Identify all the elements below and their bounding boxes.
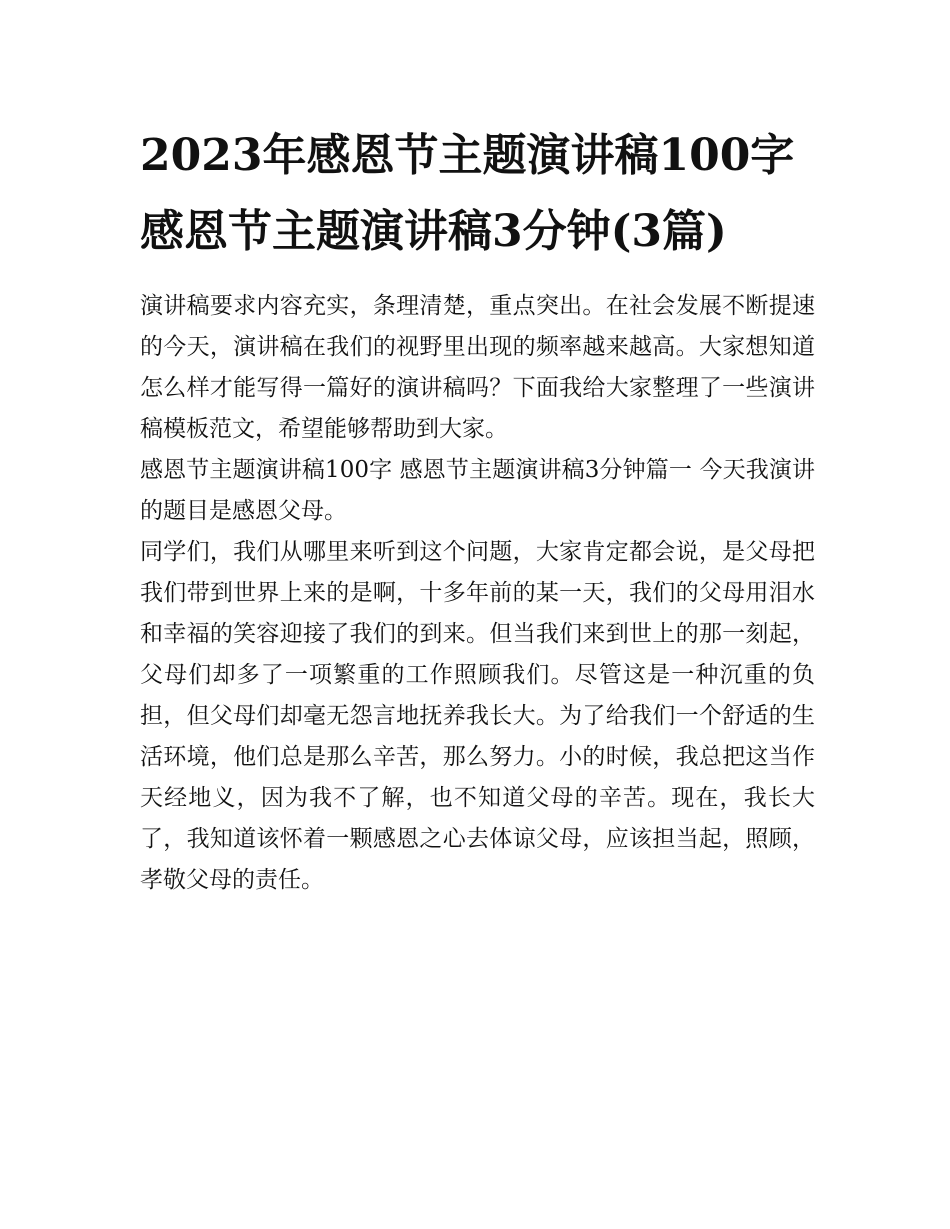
paragraph-speech-heading: 感恩节主题演讲稿100字 感恩节主题演讲稿3分钟篇一 今天我演讲的题目是感恩父母。 <box>140 457 815 524</box>
document-title: 2023年感恩节主题演讲稿100字 感恩节主题演讲稿3分钟(3篇) <box>140 130 795 257</box>
paragraph-intro: 演讲稿要求内容充实，条理清楚，重点突出。在社会发展不断提速的今天，演讲稿在我们的视野里出现的频率越来越高。大家想知道怎么样才能写得一篇好的演讲稿吗？下面我给大家整理了一些演讲稿模板范文，希望能够帮助到大家。 <box>140 293 815 442</box>
paragraph-speech-body: 同学们，我们从哪里来听到这个问题，大家肯定都会说，是父母把我们带到世界上来的是啊，十多年前的某一天，我们的父母用泪水和幸福的笑容迎接了我们的到来。但当我们来到世上的那一刻起，父母们却多了一项繁重的工作照顾我们。尽管这是一种沉重的负担，但父母们却毫无怨言地抚养我长大。为了给我们一个舒适的生活环境，他们总是那么辛苦，那么努力。小的时候，我总把这当作天经地义，因为我不了解，也不知道父母的辛苦。现在，我长大了，我知道该怀着一颗感恩之心去体谅父母，应该担当起，照顾，孝敬父母的责任。 <box>140 539 815 893</box>
document-page <box>140 118 815 901</box>
